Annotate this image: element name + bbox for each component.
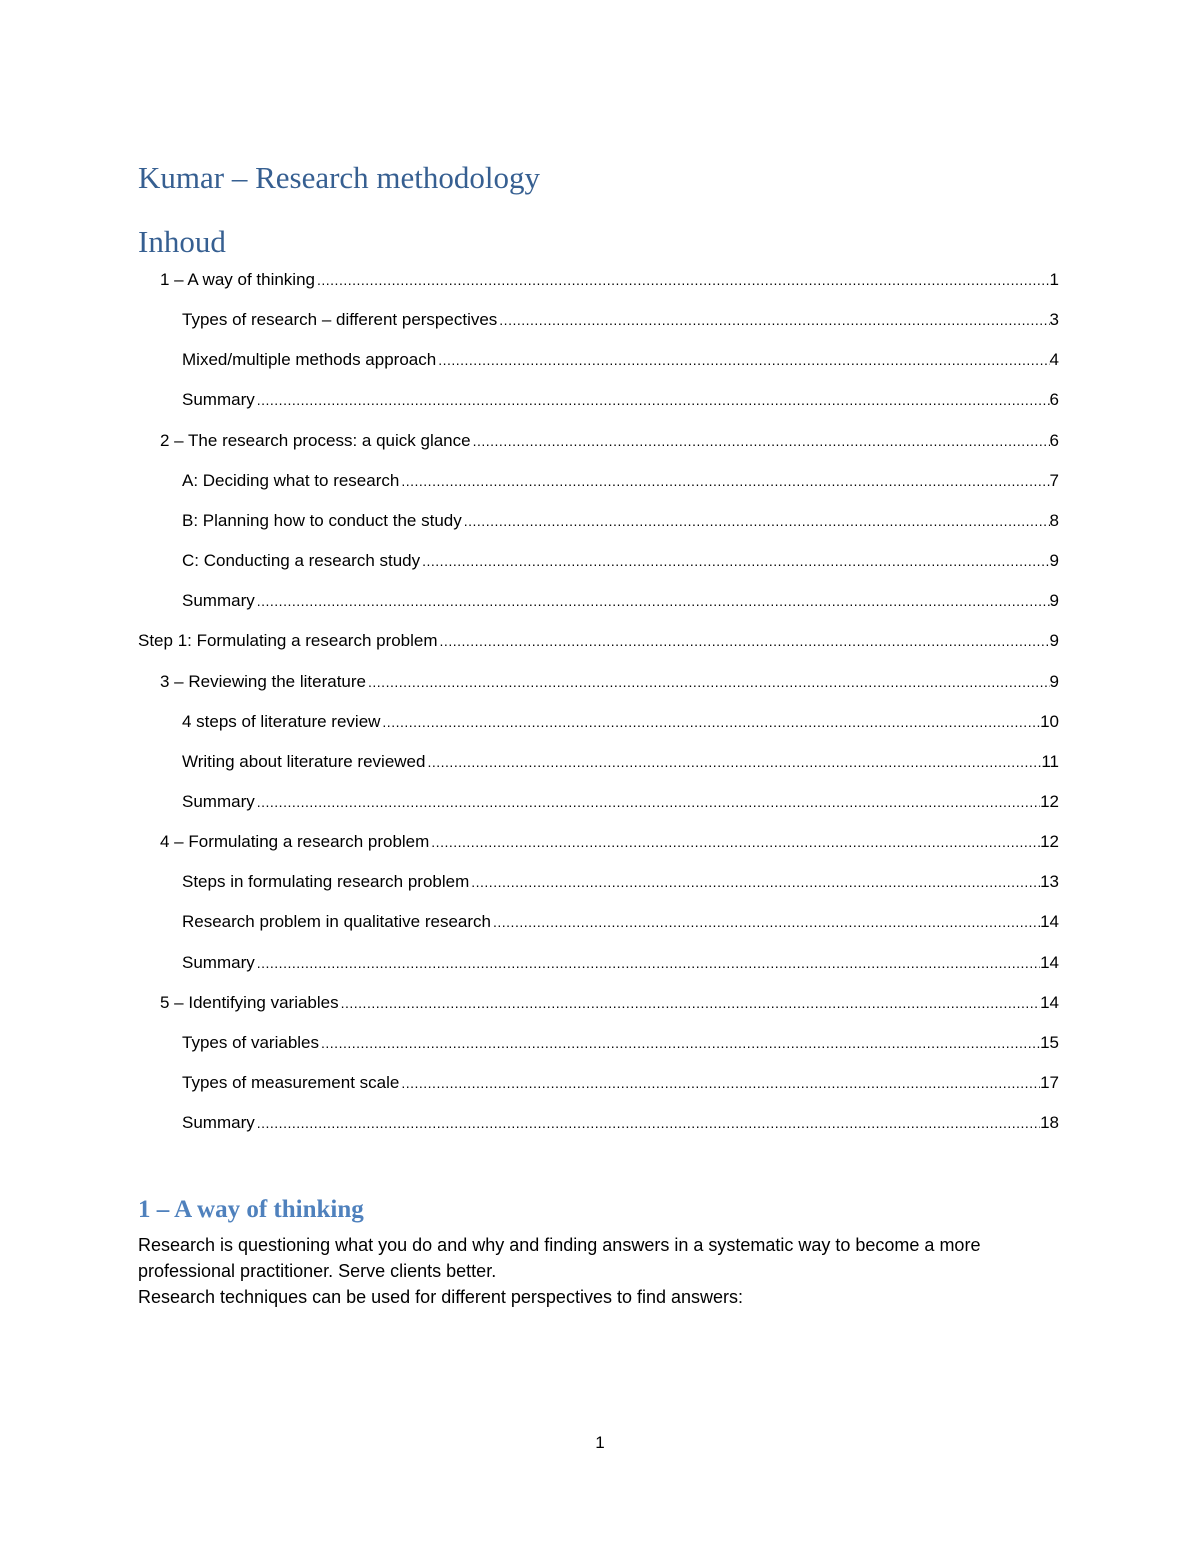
toc-entry-page: 13 (1040, 872, 1059, 892)
toc-dot-leader (368, 670, 1050, 694)
paragraph: Research is questioning what you do and why and finding answers in a systematic way to become a more professional practitioner. Serve clients better. (138, 1235, 981, 1281)
toc-entry[interactable] (160, 429, 1059, 453)
toc-entry-page: 11 (1041, 751, 1059, 771)
toc-entry[interactable] (182, 549, 1059, 573)
toc-entry-label: 4 steps of literature review (182, 711, 381, 731)
toc-heading: Inhoud (138, 224, 226, 259)
toc-entry-label: Steps in formulating research problem (182, 872, 470, 892)
toc-dot-leader (427, 750, 1041, 774)
toc-dot-leader (257, 790, 1040, 814)
toc-entry-label: 4 – Formulating a research problem (160, 832, 430, 852)
toc-entry[interactable] (182, 509, 1059, 533)
toc-entry-label: Summary (182, 791, 255, 811)
toc-entry[interactable] (182, 951, 1059, 975)
toc-entry-label: Research problem in qualitative research (182, 912, 491, 932)
toc-dot-leader (422, 549, 1049, 573)
section-heading: 1 – A way of thinking (138, 1196, 364, 1223)
toc-dot-leader (473, 429, 1050, 453)
toc-entry-label: 1 – A way of thinking (160, 270, 315, 289)
toc-entry-page: 14 (1040, 912, 1059, 932)
toc-entry-label: Types of measurement scale (182, 1073, 400, 1092)
toc-entry[interactable] (182, 910, 1059, 934)
toc-entry-page: 17 (1040, 1073, 1059, 1092)
toc-entry-label: Writing about literature reviewed (182, 751, 426, 771)
toc-entry-page: 9 (1049, 631, 1059, 651)
document-title: Kumar – Research methodology (138, 160, 541, 195)
toc-entry[interactable] (182, 870, 1059, 894)
toc-dot-leader (257, 1111, 1040, 1135)
toc-dot-leader (317, 268, 1050, 292)
toc-entry[interactable] (138, 629, 1059, 653)
toc-entry-label: Summary (182, 952, 255, 972)
toc-entry-label: A: Deciding what to research (182, 470, 400, 490)
page-number: 1 (595, 1433, 605, 1452)
toc-entry-label: Mixed/multiple methods approach (182, 350, 437, 370)
toc-entry[interactable] (182, 308, 1059, 332)
toc-dot-leader (257, 589, 1050, 613)
toc-entry[interactable] (182, 388, 1059, 412)
toc-dot-leader (493, 910, 1040, 934)
toc-dot-leader (440, 629, 1050, 653)
toc-entry[interactable] (182, 1071, 1059, 1095)
toc-entry[interactable] (182, 790, 1059, 814)
toc-entry-page: 12 (1040, 832, 1059, 852)
toc-dot-leader (382, 710, 1040, 734)
toc-entry-label: C: Conducting a research study (182, 551, 421, 571)
toc-entry-label: Summary (182, 390, 255, 410)
toc-entry-label: Types of variables (182, 1032, 320, 1052)
toc-entry-page: 18 (1040, 1113, 1059, 1133)
toc-entry-page: 3 (1049, 310, 1059, 330)
toc-entry[interactable] (182, 348, 1059, 372)
toc-entry-label: B: Planning how to conduct the study (182, 510, 462, 530)
toc-dot-leader (471, 870, 1040, 894)
toc-entry[interactable] (182, 469, 1059, 493)
toc-entry-label: Summary (182, 1113, 255, 1133)
toc-entry-label: Summary (182, 591, 255, 611)
toc-entry[interactable] (182, 1111, 1059, 1135)
toc-entry-page: 12 (1040, 791, 1059, 811)
toc-entry[interactable] (182, 750, 1059, 774)
toc-dot-leader (257, 951, 1040, 975)
toc-entry-label: 3 – Reviewing the literature (160, 671, 367, 691)
toc-entry-page: 4 (1049, 350, 1059, 370)
toc-entry-page: 7 (1049, 470, 1059, 490)
toc-entry-page: 9 (1049, 551, 1059, 571)
toc-entry[interactable] (182, 710, 1059, 734)
toc-entry-page: 9 (1049, 671, 1059, 691)
toc-entry[interactable] (160, 830, 1059, 854)
body-text (138, 1232, 1068, 1310)
toc-dot-leader (499, 308, 1049, 332)
toc-entry-label: 2 – The research process: a quick glance (160, 430, 471, 450)
toc-dot-leader (321, 1031, 1040, 1055)
toc-entry-page: 10 (1040, 711, 1059, 731)
toc-entry-label: Step 1: Formulating a research problem (138, 631, 438, 651)
toc-entry-page: 6 (1049, 430, 1059, 450)
toc-entry[interactable] (160, 670, 1059, 694)
toc-entry-page: 9 (1049, 591, 1059, 611)
toc-entry-page: 14 (1040, 952, 1059, 972)
toc-entry-page: 6 (1049, 390, 1059, 410)
toc-entry[interactable] (182, 1031, 1059, 1055)
toc-dot-leader (438, 348, 1049, 372)
toc-entry-page: 1 (1049, 270, 1059, 289)
toc-dot-leader (257, 388, 1050, 412)
toc-dot-leader (401, 469, 1049, 493)
toc-entry-label: 5 – Identifying variables (160, 992, 339, 1012)
toc-entry[interactable] (160, 991, 1059, 1015)
toc-dot-leader (464, 509, 1050, 533)
toc-dot-leader (431, 830, 1040, 854)
toc-entry-page: 15 (1040, 1032, 1059, 1052)
toc-entry-label: Types of research – different perspectives (182, 310, 498, 330)
toc-entry-page: 14 (1040, 992, 1059, 1012)
toc-dot-leader (401, 1071, 1040, 1095)
toc-entry[interactable] (182, 589, 1059, 613)
toc-entry-page: 8 (1049, 510, 1059, 530)
paragraph: Research techniques can be used for different perspectives to find answers: (138, 1287, 744, 1307)
toc-dot-leader (341, 991, 1040, 1015)
toc-entry[interactable] (160, 268, 1059, 292)
